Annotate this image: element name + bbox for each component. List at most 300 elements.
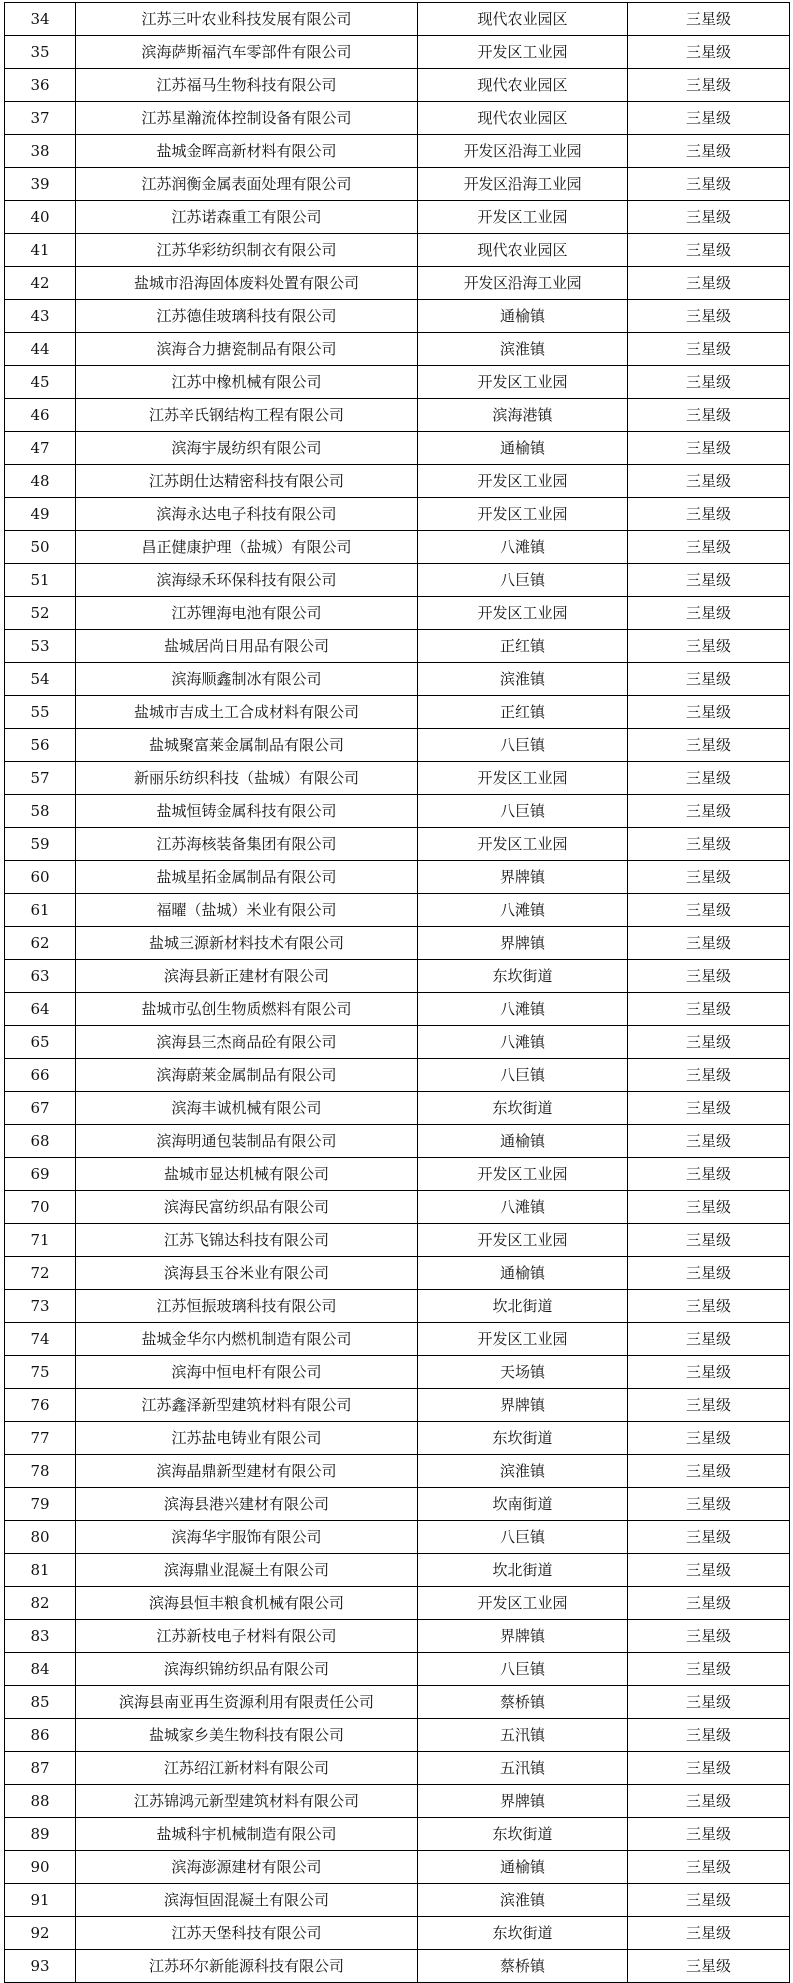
row-number-cell: 83 (5, 1620, 76, 1653)
company-name-cell: 盐城科宇机械制造有限公司 (76, 1818, 418, 1851)
area-cell: 八滩镇 (418, 531, 628, 564)
table-row (5, 1752, 790, 1785)
table-row (5, 1422, 790, 1455)
star-level-cell: 三星级 (628, 201, 790, 234)
row-number-cell: 66 (5, 1059, 76, 1092)
table-row (5, 828, 790, 861)
table-row (5, 1092, 790, 1125)
area-cell: 开发区工业园 (418, 1158, 628, 1191)
company-name-cell: 滨海民富纺织品有限公司 (76, 1191, 418, 1224)
area-cell: 开发区工业园 (418, 366, 628, 399)
company-name-cell: 滨海县南亚再生资源利用有限责任公司 (76, 1686, 418, 1719)
star-level-cell: 三星级 (628, 1323, 790, 1356)
star-level-cell: 三星级 (628, 1884, 790, 1917)
area-cell: 东坎街道 (418, 1818, 628, 1851)
table-row (5, 399, 790, 432)
star-level-cell: 三星级 (628, 333, 790, 366)
area-cell: 界牌镇 (418, 1389, 628, 1422)
row-number-cell: 51 (5, 564, 76, 597)
row-number-cell: 47 (5, 432, 76, 465)
company-name-cell: 江苏海核装备集团有限公司 (76, 828, 418, 861)
area-cell: 界牌镇 (418, 861, 628, 894)
row-number-cell: 81 (5, 1554, 76, 1587)
row-number-cell: 42 (5, 267, 76, 300)
star-level-cell: 三星级 (628, 69, 790, 102)
company-name-cell: 滨海县恒丰粮食机械有限公司 (76, 1587, 418, 1620)
table-row (5, 1653, 790, 1686)
row-number-cell: 87 (5, 1752, 76, 1785)
table-row (5, 531, 790, 564)
company-name-cell: 滨海县三杰商品砼有限公司 (76, 1026, 418, 1059)
table-row (5, 267, 790, 300)
area-cell: 通榆镇 (418, 300, 628, 333)
star-level-cell: 三星级 (628, 1356, 790, 1389)
area-cell: 现代农业园区 (418, 102, 628, 135)
company-name-cell: 滨海合力搪瓷制品有限公司 (76, 333, 418, 366)
row-number-cell: 44 (5, 333, 76, 366)
star-level-cell: 三星级 (628, 1059, 790, 1092)
table-row (5, 1851, 790, 1884)
star-level-cell: 三星级 (628, 465, 790, 498)
company-name-cell: 盐城居尚日用品有限公司 (76, 630, 418, 663)
row-number-cell: 53 (5, 630, 76, 663)
area-cell: 八巨镇 (418, 564, 628, 597)
row-number-cell: 68 (5, 1125, 76, 1158)
table-row (5, 36, 790, 69)
star-level-cell: 三星级 (628, 366, 790, 399)
table-row (5, 333, 790, 366)
area-cell: 开发区工业园 (418, 828, 628, 861)
row-number-cell: 49 (5, 498, 76, 531)
table-row (5, 1818, 790, 1851)
area-cell: 滨淮镇 (418, 663, 628, 696)
area-cell: 现代农业园区 (418, 3, 628, 36)
table-row (5, 663, 790, 696)
company-name-cell: 盐城市显达机械有限公司 (76, 1158, 418, 1191)
star-level-cell: 三星级 (628, 1818, 790, 1851)
area-cell: 通榆镇 (418, 1257, 628, 1290)
table-row (5, 1587, 790, 1620)
star-level-cell: 三星级 (628, 1950, 790, 1983)
company-name-cell: 江苏环尔新能源科技有限公司 (76, 1950, 418, 1983)
area-cell: 八滩镇 (418, 1191, 628, 1224)
row-number-cell: 89 (5, 1818, 76, 1851)
row-number-cell: 38 (5, 135, 76, 168)
star-level-cell: 三星级 (628, 234, 790, 267)
star-level-cell: 三星级 (628, 927, 790, 960)
row-number-cell: 59 (5, 828, 76, 861)
area-cell: 开发区工业园 (418, 498, 628, 531)
company-name-cell: 滨海宇晟纺织有限公司 (76, 432, 418, 465)
table-row (5, 3, 790, 36)
area-cell: 八滩镇 (418, 993, 628, 1026)
star-level-cell: 三星级 (628, 1224, 790, 1257)
area-cell: 开发区工业园 (418, 1587, 628, 1620)
company-name-cell: 盐城市吉成土工合成材料有限公司 (76, 696, 418, 729)
star-level-cell: 三星级 (628, 1752, 790, 1785)
table-row (5, 1521, 790, 1554)
row-number-cell: 80 (5, 1521, 76, 1554)
table-row (5, 1917, 790, 1950)
table-row (5, 894, 790, 927)
star-level-cell: 三星级 (628, 267, 790, 300)
star-level-cell: 三星级 (628, 498, 790, 531)
table-row (5, 1191, 790, 1224)
area-cell: 滨淮镇 (418, 1455, 628, 1488)
company-name-cell: 江苏辛氏钢结构工程有限公司 (76, 399, 418, 432)
star-level-cell: 三星级 (628, 3, 790, 36)
row-number-cell: 41 (5, 234, 76, 267)
row-number-cell: 70 (5, 1191, 76, 1224)
area-cell: 蔡桥镇 (418, 1686, 628, 1719)
company-name-cell: 新丽乐纺织科技（盐城）有限公司 (76, 762, 418, 795)
star-level-cell: 三星级 (628, 1488, 790, 1521)
area-cell: 现代农业园区 (418, 234, 628, 267)
company-name-cell: 盐城市沿海固体废料处置有限公司 (76, 267, 418, 300)
row-number-cell: 39 (5, 168, 76, 201)
area-cell: 五汛镇 (418, 1752, 628, 1785)
company-name-cell: 福曜（盐城）米业有限公司 (76, 894, 418, 927)
area-cell: 八巨镇 (418, 1059, 628, 1092)
table-row (5, 1620, 790, 1653)
table-row (5, 630, 790, 663)
star-level-cell: 三星级 (628, 1191, 790, 1224)
star-level-cell: 三星级 (628, 1257, 790, 1290)
table-row (5, 861, 790, 894)
area-cell: 东坎街道 (418, 960, 628, 993)
table-row (5, 465, 790, 498)
star-level-cell: 三星级 (628, 1917, 790, 1950)
row-number-cell: 58 (5, 795, 76, 828)
row-number-cell: 91 (5, 1884, 76, 1917)
row-number-cell: 92 (5, 1917, 76, 1950)
table-body (5, 3, 790, 1983)
row-number-cell: 63 (5, 960, 76, 993)
company-name-cell: 盐城恒铸金属科技有限公司 (76, 795, 418, 828)
company-name-cell: 江苏锂海电池有限公司 (76, 597, 418, 630)
company-name-cell: 江苏新枝电子材料有限公司 (76, 1620, 418, 1653)
table-row (5, 1158, 790, 1191)
table-row (5, 927, 790, 960)
star-level-cell: 三星级 (628, 1092, 790, 1125)
star-level-cell: 三星级 (628, 762, 790, 795)
row-number-cell: 82 (5, 1587, 76, 1620)
star-level-cell: 三星级 (628, 531, 790, 564)
area-cell: 东坎街道 (418, 1917, 628, 1950)
star-level-cell: 三星级 (628, 1521, 790, 1554)
area-cell: 五汛镇 (418, 1719, 628, 1752)
row-number-cell: 36 (5, 69, 76, 102)
star-level-cell: 三星级 (628, 1719, 790, 1752)
area-cell: 八巨镇 (418, 729, 628, 762)
table-row (5, 993, 790, 1026)
star-level-cell: 三星级 (628, 630, 790, 663)
table-row (5, 1059, 790, 1092)
area-cell: 开发区沿海工业园 (418, 135, 628, 168)
company-name-cell: 江苏星瀚流体控制设备有限公司 (76, 102, 418, 135)
company-name-cell: 滨海织锦纺织品有限公司 (76, 1653, 418, 1686)
area-cell: 坎北街道 (418, 1290, 628, 1323)
star-level-cell: 三星级 (628, 432, 790, 465)
table-row (5, 1785, 790, 1818)
area-cell: 正红镇 (418, 630, 628, 663)
star-level-cell: 三星级 (628, 102, 790, 135)
company-name-cell: 滨海华宇服饰有限公司 (76, 1521, 418, 1554)
star-level-cell: 三星级 (628, 564, 790, 597)
company-name-cell: 滨海恒固混凝土有限公司 (76, 1884, 418, 1917)
table-row (5, 1455, 790, 1488)
area-cell: 坎北街道 (418, 1554, 628, 1587)
company-name-cell: 江苏诺森重工有限公司 (76, 201, 418, 234)
company-name-cell: 江苏德佳玻璃科技有限公司 (76, 300, 418, 333)
row-number-cell: 62 (5, 927, 76, 960)
company-name-cell: 江苏中橡机械有限公司 (76, 366, 418, 399)
row-number-cell: 35 (5, 36, 76, 69)
table-row (5, 696, 790, 729)
table-row (5, 1884, 790, 1917)
company-name-cell: 滨海永达电子科技有限公司 (76, 498, 418, 531)
star-level-cell: 三星级 (628, 828, 790, 861)
company-name-cell: 江苏三叶农业科技发展有限公司 (76, 3, 418, 36)
area-cell: 天场镇 (418, 1356, 628, 1389)
table-row (5, 498, 790, 531)
star-level-cell: 三星级 (628, 729, 790, 762)
table-row (5, 1719, 790, 1752)
star-level-cell: 三星级 (628, 1554, 790, 1587)
company-name-cell: 盐城金华尔内燃机制造有限公司 (76, 1323, 418, 1356)
star-level-cell: 三星级 (628, 960, 790, 993)
star-level-cell: 三星级 (628, 696, 790, 729)
company-name-cell: 滨海萨斯福汽车零部件有限公司 (76, 36, 418, 69)
star-level-cell: 三星级 (628, 861, 790, 894)
company-name-cell: 滨海中恒电杆有限公司 (76, 1356, 418, 1389)
company-name-cell: 江苏恒振玻璃科技有限公司 (76, 1290, 418, 1323)
company-name-cell: 江苏鑫泽新型建筑材料有限公司 (76, 1389, 418, 1422)
row-number-cell: 37 (5, 102, 76, 135)
area-cell: 东坎街道 (418, 1422, 628, 1455)
row-number-cell: 71 (5, 1224, 76, 1257)
row-number-cell: 72 (5, 1257, 76, 1290)
area-cell: 开发区工业园 (418, 465, 628, 498)
area-cell: 界牌镇 (418, 1785, 628, 1818)
star-level-cell: 三星级 (628, 300, 790, 333)
company-name-cell: 盐城三源新材料技术有限公司 (76, 927, 418, 960)
table-row (5, 1224, 790, 1257)
table-row (5, 432, 790, 465)
row-number-cell: 61 (5, 894, 76, 927)
area-cell: 开发区沿海工业园 (418, 267, 628, 300)
area-cell: 开发区工业园 (418, 597, 628, 630)
table-row (5, 597, 790, 630)
company-name-cell: 滨海县港兴建材有限公司 (76, 1488, 418, 1521)
star-level-cell: 三星级 (628, 1290, 790, 1323)
row-number-cell: 67 (5, 1092, 76, 1125)
star-level-cell: 三星级 (628, 1026, 790, 1059)
company-name-cell: 盐城金晖高新材料有限公司 (76, 135, 418, 168)
area-cell: 正红镇 (418, 696, 628, 729)
star-level-cell: 三星级 (628, 135, 790, 168)
area-cell: 八巨镇 (418, 795, 628, 828)
star-level-cell: 三星级 (628, 993, 790, 1026)
table-row (5, 762, 790, 795)
table-row (5, 1356, 790, 1389)
area-cell: 八巨镇 (418, 1653, 628, 1686)
table-row (5, 300, 790, 333)
company-name-cell: 滨海蔚莱金属制品有限公司 (76, 1059, 418, 1092)
company-name-cell: 盐城聚富莱金属制品有限公司 (76, 729, 418, 762)
company-name-cell: 江苏飞锦达科技有限公司 (76, 1224, 418, 1257)
company-name-cell: 江苏福马生物科技有限公司 (76, 69, 418, 102)
star-level-cell: 三星级 (628, 36, 790, 69)
star-level-cell: 三星级 (628, 1125, 790, 1158)
company-name-cell: 江苏盐电铸业有限公司 (76, 1422, 418, 1455)
star-level-cell: 三星级 (628, 1851, 790, 1884)
company-name-cell: 江苏锦鸿元新型建筑材料有限公司 (76, 1785, 418, 1818)
table-row (5, 795, 790, 828)
row-number-cell: 74 (5, 1323, 76, 1356)
area-cell: 蔡桥镇 (418, 1950, 628, 1983)
row-number-cell: 85 (5, 1686, 76, 1719)
row-number-cell: 45 (5, 366, 76, 399)
star-level-cell: 三星级 (628, 399, 790, 432)
table-row (5, 1488, 790, 1521)
star-level-cell: 三星级 (628, 663, 790, 696)
company-name-cell: 滨海明通包装制品有限公司 (76, 1125, 418, 1158)
row-number-cell: 78 (5, 1455, 76, 1488)
table-row (5, 201, 790, 234)
table-row (5, 366, 790, 399)
table-row (5, 234, 790, 267)
company-name-cell: 滨海县玉谷米业有限公司 (76, 1257, 418, 1290)
area-cell: 界牌镇 (418, 1620, 628, 1653)
company-name-cell: 滨海澎源建材有限公司 (76, 1851, 418, 1884)
star-level-cell: 三星级 (628, 1587, 790, 1620)
table-row (5, 960, 790, 993)
company-name-cell: 滨海晶鼎新型建材有限公司 (76, 1455, 418, 1488)
row-number-cell: 90 (5, 1851, 76, 1884)
area-cell: 开发区沿海工业园 (418, 168, 628, 201)
area-cell: 滨海港镇 (418, 399, 628, 432)
row-number-cell: 86 (5, 1719, 76, 1752)
table-row (5, 729, 790, 762)
row-number-cell: 40 (5, 201, 76, 234)
area-cell: 八滩镇 (418, 1026, 628, 1059)
area-cell: 八巨镇 (418, 1521, 628, 1554)
table-row (5, 1290, 790, 1323)
table-row (5, 168, 790, 201)
table-row (5, 1950, 790, 1983)
row-number-cell: 50 (5, 531, 76, 564)
row-number-cell: 93 (5, 1950, 76, 1983)
company-name-cell: 盐城市弘创生物质燃料有限公司 (76, 993, 418, 1026)
area-cell: 界牌镇 (418, 927, 628, 960)
company-name-cell: 盐城星拓金属制品有限公司 (76, 861, 418, 894)
area-cell: 开发区工业园 (418, 36, 628, 69)
row-number-cell: 52 (5, 597, 76, 630)
table-row (5, 1686, 790, 1719)
row-number-cell: 34 (5, 3, 76, 36)
star-level-cell: 三星级 (628, 1686, 790, 1719)
star-level-cell: 三星级 (628, 1653, 790, 1686)
row-number-cell: 64 (5, 993, 76, 1026)
row-number-cell: 75 (5, 1356, 76, 1389)
company-name-cell: 滨海丰诚机械有限公司 (76, 1092, 418, 1125)
star-level-cell: 三星级 (628, 1785, 790, 1818)
area-cell: 开发区工业园 (418, 1224, 628, 1257)
company-name-cell: 滨海绿禾环保科技有限公司 (76, 564, 418, 597)
star-level-cell: 三星级 (628, 1422, 790, 1455)
table-row (5, 564, 790, 597)
area-cell: 通榆镇 (418, 432, 628, 465)
star-level-cell: 三星级 (628, 795, 790, 828)
area-cell: 滨淮镇 (418, 1884, 628, 1917)
company-name-cell: 江苏绍江新材料有限公司 (76, 1752, 418, 1785)
table-row (5, 1389, 790, 1422)
row-number-cell: 48 (5, 465, 76, 498)
company-name-cell: 江苏天堡科技有限公司 (76, 1917, 418, 1950)
row-number-cell: 84 (5, 1653, 76, 1686)
area-cell: 滨淮镇 (418, 333, 628, 366)
table-row (5, 1554, 790, 1587)
row-number-cell: 69 (5, 1158, 76, 1191)
company-name-cell: 滨海鼎业混凝土有限公司 (76, 1554, 418, 1587)
row-number-cell: 46 (5, 399, 76, 432)
area-cell: 八滩镇 (418, 894, 628, 927)
area-cell: 开发区工业园 (418, 762, 628, 795)
area-cell: 通榆镇 (418, 1851, 628, 1884)
row-number-cell: 65 (5, 1026, 76, 1059)
table-row (5, 102, 790, 135)
row-number-cell: 56 (5, 729, 76, 762)
star-level-cell: 三星级 (628, 168, 790, 201)
row-number-cell: 54 (5, 663, 76, 696)
table-row (5, 1257, 790, 1290)
star-level-cell: 三星级 (628, 597, 790, 630)
table-row (5, 135, 790, 168)
row-number-cell: 43 (5, 300, 76, 333)
area-cell: 现代农业园区 (418, 69, 628, 102)
table-row (5, 1026, 790, 1059)
company-name-cell: 盐城家乡美生物科技有限公司 (76, 1719, 418, 1752)
table-row (5, 69, 790, 102)
table-row (5, 1323, 790, 1356)
star-level-cell: 三星级 (628, 894, 790, 927)
company-name-cell: 江苏华彩纺织制衣有限公司 (76, 234, 418, 267)
company-name-cell: 昌正健康护理（盐城）有限公司 (76, 531, 418, 564)
row-number-cell: 55 (5, 696, 76, 729)
company-name-cell: 江苏朗仕达精密科技有限公司 (76, 465, 418, 498)
area-cell: 东坎街道 (418, 1092, 628, 1125)
area-cell: 开发区工业园 (418, 201, 628, 234)
star-level-cell: 三星级 (628, 1158, 790, 1191)
row-number-cell: 88 (5, 1785, 76, 1818)
row-number-cell: 79 (5, 1488, 76, 1521)
table-row (5, 1125, 790, 1158)
company-name-cell: 滨海顺鑫制冰有限公司 (76, 663, 418, 696)
area-cell: 通榆镇 (418, 1125, 628, 1158)
row-number-cell: 57 (5, 762, 76, 795)
star-level-cell: 三星级 (628, 1455, 790, 1488)
row-number-cell: 76 (5, 1389, 76, 1422)
company-name-cell: 江苏润衡金属表面处理有限公司 (76, 168, 418, 201)
row-number-cell: 77 (5, 1422, 76, 1455)
area-cell: 开发区工业园 (418, 1323, 628, 1356)
area-cell: 坎南街道 (418, 1488, 628, 1521)
row-number-cell: 73 (5, 1290, 76, 1323)
row-number-cell: 60 (5, 861, 76, 894)
company-name-cell: 滨海县新正建材有限公司 (76, 960, 418, 993)
enterprise-rating-table (4, 2, 790, 1983)
